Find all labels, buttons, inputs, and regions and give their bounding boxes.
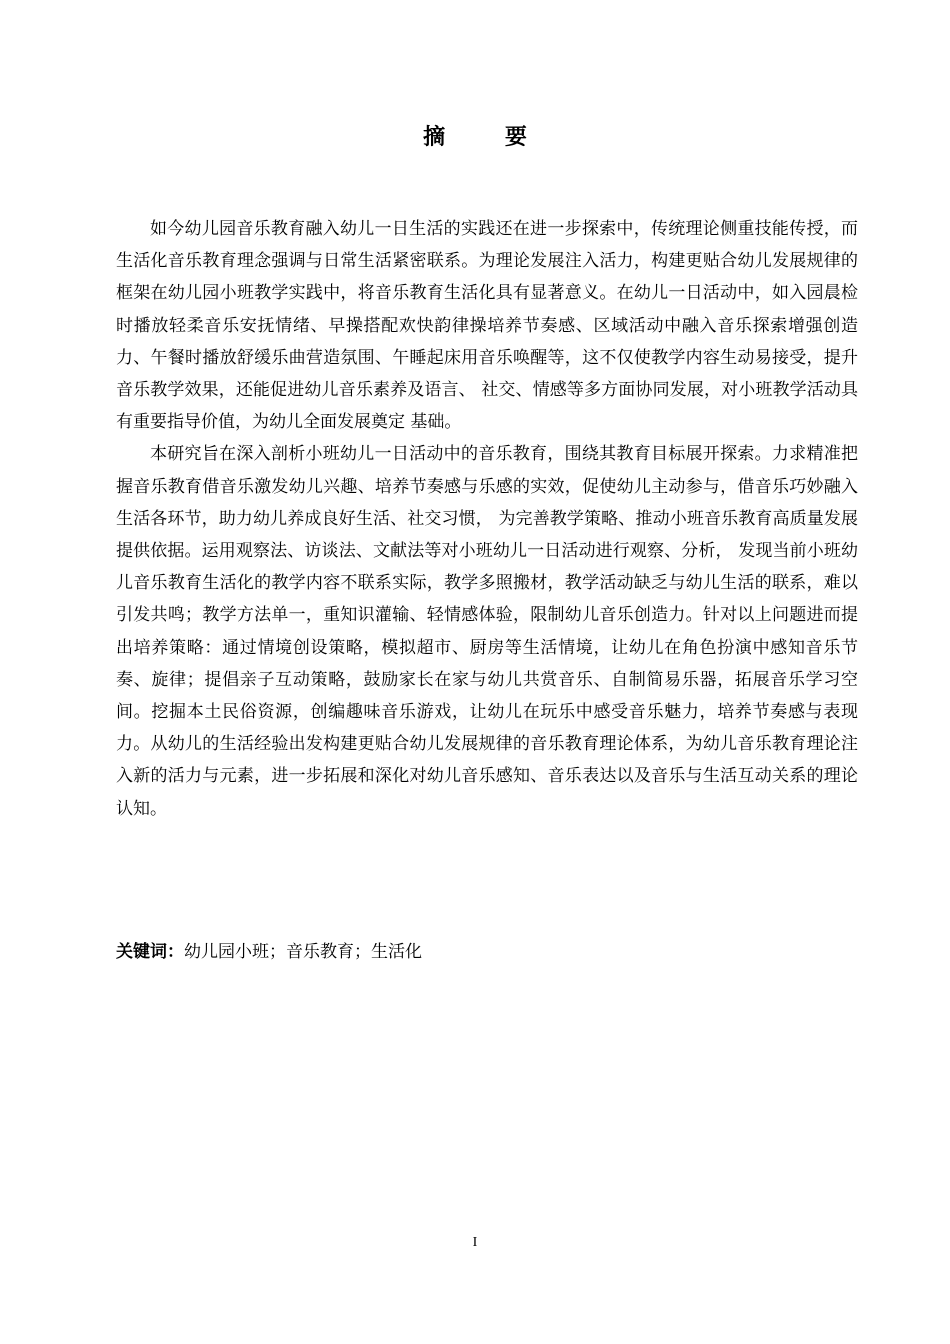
- abstract-title: 摘 要: [423, 125, 553, 150]
- abstract-paragraph-2: 本研究旨在深入剖析小班幼儿一日活动中的音乐教育，围绕其教育目标展开探索。力求精准把握音乐教育借音乐激发幼儿兴趣、培养节奏感与乐感的实效，促使幼儿主动参与，借音乐巧妙融入生活各环节，助力幼儿养成良好生活、社交习惯， 为完善教学策略、推动小班音乐教育高质量发展提供依据。运用观察法、访谈法、文献法等对小班幼儿一日活动进行观察、分析， 发现当前小班幼儿音乐教育生活化的教学内容不联系实际，教学多照搬材，教学活动缺乏与幼儿生活的联系，难以引发共鸣；教学方法单一，重知识灌输、轻情感体验，限制幼儿音乐创造力。针对以上问题进而提出培养策略：通过情境创设策略，模拟超市、厨房等生活情境，让幼儿在角色扮演中感知音乐节奏、旋律；提倡亲子互动策略，鼓励家长在家与幼儿共赏音乐、自制简易乐器，拓展音乐学习空间。挖掘本土民俗资源，创编趣味音乐游戏，让幼儿在玩乐中感受音乐魅力，培养节奏感与表现力。从幼儿的生活经验出发构建更贴合幼儿发展规律的音乐教育理论体系，为幼儿音乐教育理论注入新的活力与元素，进一步拓展和深化对幼儿音乐感知、音乐表达以及音乐与生活互动关系的理论认知。: [116, 444, 858, 819]
- keywords-value: 幼儿园小班；音乐教育；生活化: [184, 942, 422, 962]
- page-number: I: [472, 1235, 478, 1250]
- abstract-paragraph-1: 如今幼儿园音乐教育融入幼儿一日生活的实践还在进一步探索中，传统理论侧重技能传授，而生活化音乐教育理念强调与日常生活紧密联系。为理论发展注入活力，构建更贴合幼儿发展规律的框架在幼儿园小班教学实践中，将音乐教育生活化具有显著意义。在幼儿一日活动中，如入园晨检时播放轻柔音乐安抚情绪、早操搭配欢快韵律操培养节奏感、区域活动中融入音乐探索增强创造力、午餐时播放舒缓乐曲营造氛围、午睡起床用音乐唤醒等，这不仅使教学内容生动易接受，提升音乐教学效果，还能促进幼儿音乐素养及语言、 社交、情感等多方面协同发展，对小班教学活动具有重要指导价值，为幼儿全面发展奠定 基础。: [116, 219, 858, 433]
- keywords-label: 关键词：: [116, 942, 184, 962]
- abstract-body: [116, 213, 858, 825]
- keywords-line: [116, 936, 858, 968]
